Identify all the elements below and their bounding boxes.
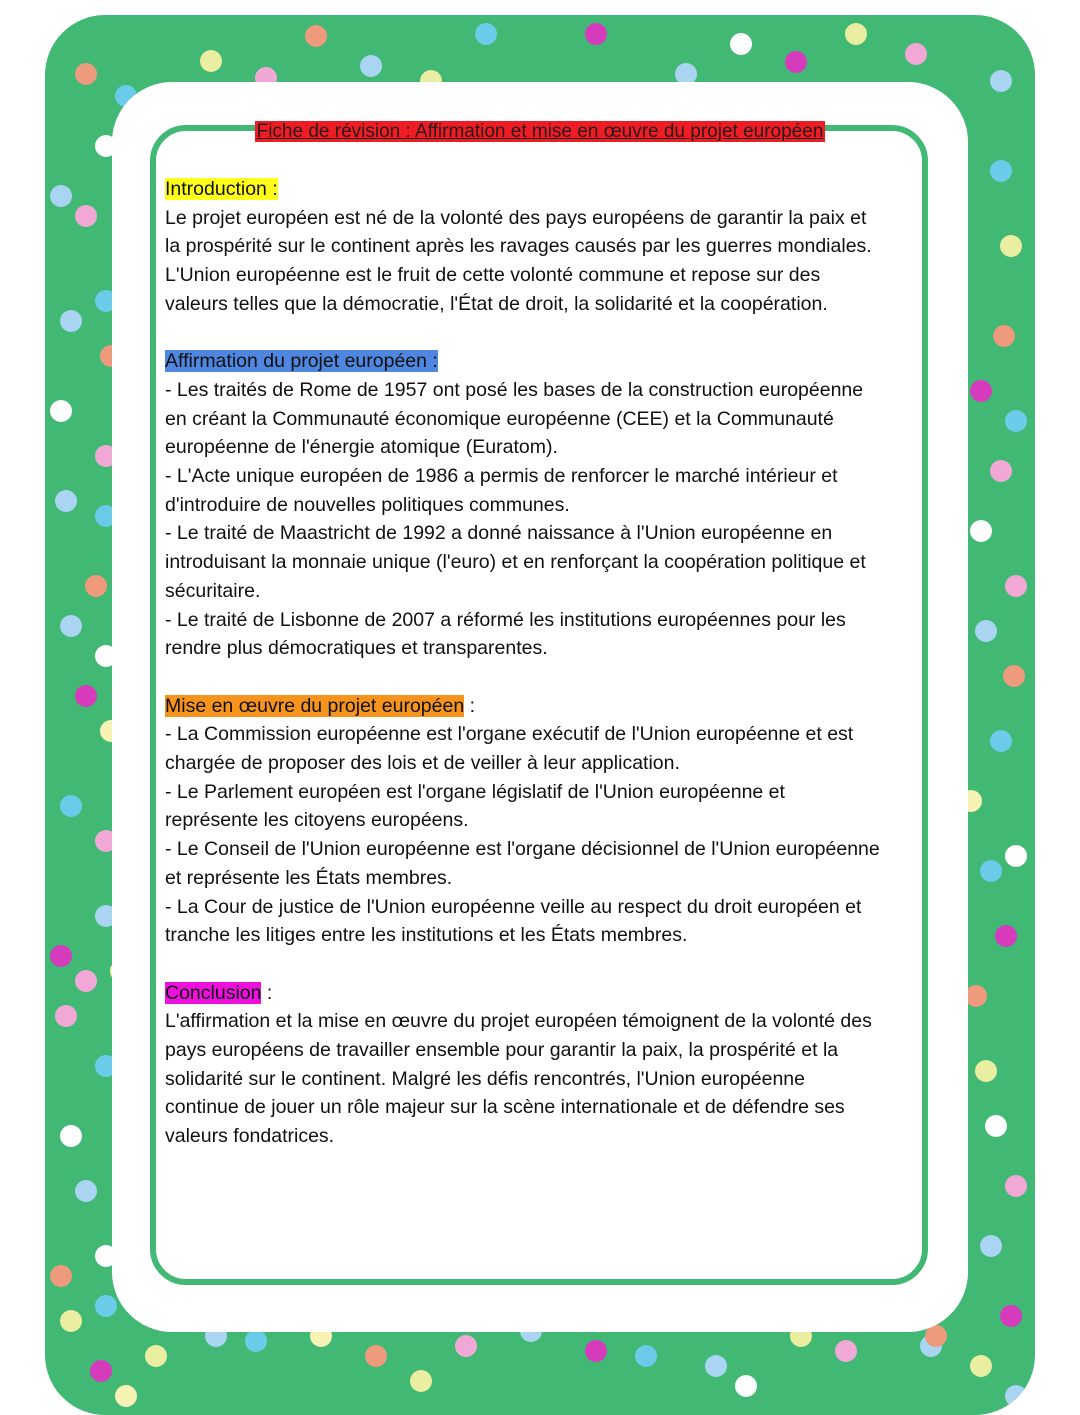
polka-dot (985, 1115, 1007, 1137)
affirmation-heading: Affirmation du projet européen : (165, 350, 438, 373)
polka-dot (785, 51, 807, 73)
polka-dot (75, 1180, 97, 1202)
conclusion-line: continue de jouer un rôle majeur sur la scène internationale et de défendre ses (165, 1096, 845, 1119)
polka-dot (55, 1005, 77, 1027)
mise-en-oeuvre-line: chargée de proposer des lois et de veiller à leur application. (165, 752, 680, 775)
polka-dot (990, 460, 1012, 482)
introduction-line: la prospérité sur le continent après les ravages causés par les guerres mondiales. (165, 235, 872, 258)
mise-en-oeuvre-line: - Le Conseil de l'Union européenne est l'organe décisionnel de l'Union européenne (165, 838, 880, 861)
polka-dot (835, 1340, 857, 1362)
polka-dot (965, 985, 987, 1007)
polka-dot (55, 490, 77, 512)
polka-dot (905, 43, 927, 65)
mise-en-oeuvre-line: - La Commission européenne est l'organe exécutif de l'Union européenne et est (165, 723, 854, 746)
mise-en-oeuvre-line: tranche les litiges entre les institutions et les États membres. (165, 924, 688, 947)
polka-dot (475, 23, 497, 45)
polka-dot (90, 1360, 112, 1382)
mise-en-oeuvre-line: - La Cour de justice de l'Union européenne veille au respect du droit européen et (165, 895, 862, 918)
affirmation-line: en créant la Communauté économique européenne (CEE) et la Communauté (165, 407, 834, 430)
polka-dot (1000, 1305, 1022, 1327)
affirmation-line: sécuritaire. (165, 579, 261, 602)
affirmation-line: européenne de l'énergie atomique (Euratom). (165, 436, 558, 459)
polka-dot (585, 1340, 607, 1362)
polka-dot (995, 925, 1017, 947)
mise-en-oeuvre-line: et représente les États membres. (165, 866, 453, 889)
polka-dot (60, 310, 82, 332)
polka-dot (60, 795, 82, 817)
polka-dot (735, 1375, 757, 1397)
polka-dot (970, 380, 992, 402)
affirmation-line: introduisant la monnaie unique (l'euro) et en renforçant la coopération politique et (165, 551, 866, 574)
polka-dot (705, 1355, 727, 1377)
polka-dot (1005, 1385, 1027, 1407)
polka-dot (975, 1060, 997, 1082)
polka-dot (75, 63, 97, 85)
polka-dot (980, 860, 1002, 882)
affirmation-line: d'introduire de nouvelles politiques communes. (165, 493, 570, 516)
introduction-heading: Introduction : (165, 178, 278, 200)
introduction-line: Le projet européen est né de la volonté des pays européens de garantir la paix et (165, 206, 867, 229)
conclusion-heading: Conclusion : (165, 981, 273, 1004)
polka-dot (990, 70, 1012, 92)
polka-dot (635, 1345, 657, 1367)
polka-dot (1000, 235, 1022, 257)
polka-dot (990, 730, 1012, 752)
affirmation-line: - Le traité de Maastricht de 1992 a donné naissance à l'Union européenne en (165, 522, 833, 545)
polka-dot (245, 1330, 267, 1352)
mise-en-oeuvre-heading: Mise en œuvre du projet européen : (165, 694, 476, 717)
polka-dot (845, 23, 867, 45)
conclusion-line: pays européens de travailler ensemble pour garantir la paix, la prospérité et la (165, 1039, 839, 1062)
mise-en-oeuvre-line: - Le Parlement européen est l'organe législatif de l'Union européenne et (165, 780, 785, 803)
document-title: Fiche de révision : Affirmation et mise en œuvre du projet européen (256, 121, 824, 142)
polka-dot (50, 1265, 72, 1287)
polka-dot (145, 1345, 167, 1367)
polka-dot (360, 55, 382, 77)
polka-dot (50, 185, 72, 207)
polka-dot (45, 1395, 67, 1415)
conclusion-line: solidarité sur le continent. Malgré les défis rencontrés, l'Union européenne (165, 1067, 805, 1090)
polka-dot (115, 1385, 137, 1407)
polka-dot (60, 615, 82, 637)
document-body (165, 175, 925, 1151)
polka-dot (1005, 845, 1027, 867)
polka-dot (970, 520, 992, 542)
polka-dot (75, 685, 97, 707)
affirmation-line: - Le traité de Lisbonne de 2007 a réformé les institutions européennes pour les (165, 608, 846, 631)
polka-dot (75, 205, 97, 227)
polka-dot (980, 1235, 1002, 1257)
polka-dot (730, 33, 752, 55)
polka-dot (365, 1345, 387, 1367)
mise-en-oeuvre-line: représente les citoyens européens. (165, 809, 469, 832)
conclusion-line: L'affirmation et la mise en œuvre du projet européen témoignent de la volonté des (165, 1010, 872, 1033)
affirmation-line: - L'Acte unique européen de 1986 a permis de renforcer le marché intérieur et (165, 465, 838, 488)
polka-dot (455, 1335, 477, 1357)
affirmation-line: rendre plus démocratiques et transparentes. (165, 637, 548, 660)
introduction-line: valeurs telles que la démocratie, l'État de droit, la solidarité et la coopération. (165, 292, 828, 315)
polka-dot (60, 1310, 82, 1332)
polka-dot (1005, 575, 1027, 597)
polka-dot (1005, 1175, 1027, 1197)
polka-dot (200, 50, 222, 72)
polka-dot (975, 620, 997, 642)
polka-dot (993, 325, 1015, 347)
polka-dot (990, 160, 1012, 182)
introduction-line: L'Union européenne est le fruit de cette volonté commune et repose sur des (165, 264, 821, 287)
polka-dot (1005, 410, 1027, 432)
polka-dot (95, 1295, 117, 1317)
polka-dot (970, 1355, 992, 1377)
polka-dot (50, 945, 72, 967)
polka-dot (410, 1370, 432, 1392)
polka-dot (60, 1125, 82, 1147)
affirmation-line: - Les traités de Rome de 1957 ont posé les bases de la construction européenne (165, 378, 864, 401)
polka-dot (85, 575, 107, 597)
conclusion-line: valeurs fondatrices. (165, 1125, 335, 1148)
polka-dot (50, 400, 72, 422)
polka-dot (75, 970, 97, 992)
polka-dot (585, 23, 607, 45)
polka-dot (1003, 665, 1025, 687)
polka-dot (305, 25, 327, 47)
